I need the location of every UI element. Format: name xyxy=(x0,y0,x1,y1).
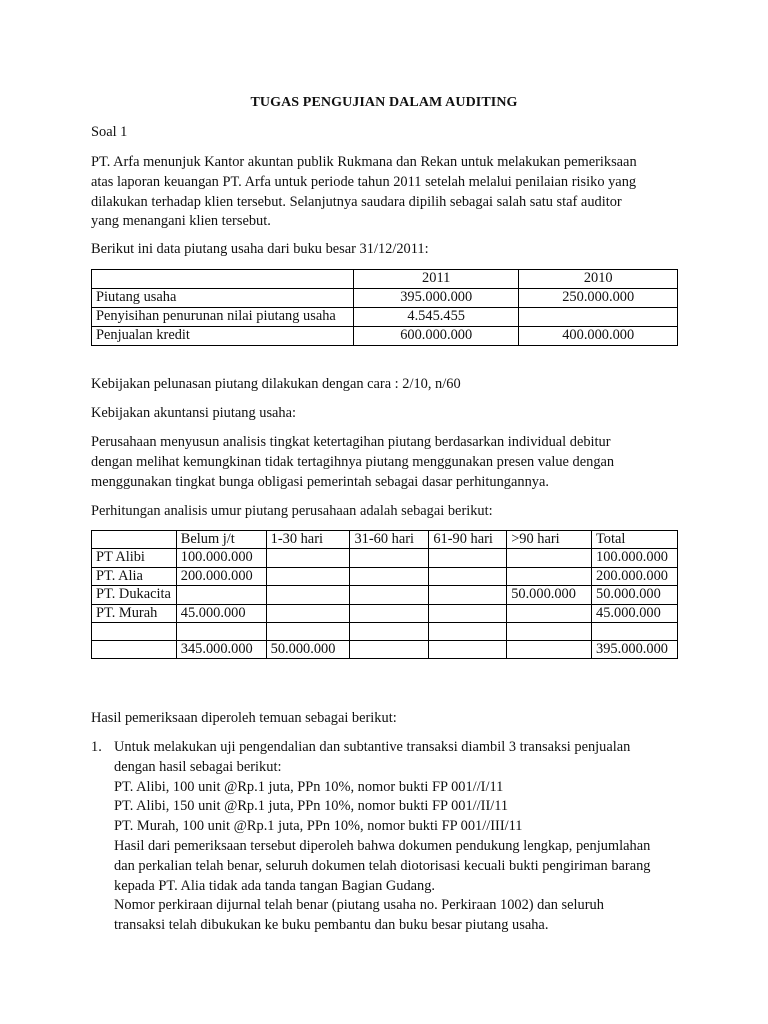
table-cell: 50.000.000 xyxy=(507,586,592,604)
table-cell: 45.000.000 xyxy=(592,604,678,622)
table-header-cell: 2011 xyxy=(353,270,519,289)
table-row xyxy=(92,623,678,641)
table-cell xyxy=(429,549,507,567)
table-cell xyxy=(350,567,429,585)
table-cell xyxy=(92,623,177,641)
finding-line: PT. Murah, 100 unit @Rp.1 juta, PPn 10%, nomor bukti FP 001//III/11 xyxy=(114,818,523,835)
table-cell: PT. Murah xyxy=(92,604,177,622)
table-cell: Penjualan kredit xyxy=(92,327,354,346)
finding-line: transaksi telah dibukukan ke buku pembantu dan buku besar piutang usaha. xyxy=(114,917,549,934)
finding-line: Hasil dari pemeriksaan tersebut diperoleh bahwa dokumen pendukung lengkap, penjumlahan xyxy=(114,837,651,854)
analisis-paragraph xyxy=(91,433,691,492)
table-cell: PT. Alia xyxy=(92,567,177,585)
table-cell: 395.000.000 xyxy=(353,289,519,308)
table-cell: PT Alibi xyxy=(92,549,177,567)
document-title: TUGAS PENGUJIAN DALAM AUDITING xyxy=(250,95,518,110)
table-cell: 45.000.000 xyxy=(176,604,266,622)
table-cell xyxy=(507,623,592,641)
table-header-cell xyxy=(92,270,354,289)
table-cell xyxy=(266,604,350,622)
finding-line: Untuk melakukan uji pengendalian dan subtantive transaksi diambil 3 transaksi penjualan xyxy=(114,739,631,755)
piutang-table xyxy=(91,269,678,346)
table-cell xyxy=(92,641,177,659)
table-row xyxy=(92,549,678,567)
analisis-line: dengan melihat kemungkinan tidak tertagihnya piutang menggunakan presen value dengan xyxy=(91,453,615,470)
table-cell: Piutang usaha xyxy=(92,289,354,308)
table-cell: 400.000.000 xyxy=(519,327,678,346)
table-cell: 200.000.000 xyxy=(592,567,678,585)
intro-paragraph xyxy=(91,153,691,232)
finding-line: PT. Alibi, 100 unit @Rp.1 juta, PPn 10%, nomor bukti FP 001//I/11 xyxy=(114,778,504,795)
table-cell: 345.000.000 xyxy=(176,641,266,659)
analisis-line: menggunakan tingkat bunga obligasi pemerintah sebagai dasar perhitungannya. xyxy=(91,473,549,490)
intro-line: PT. Arfa menunjuk Kantor akuntan publik Rukmana dan Rekan untuk melakukan pemeriksaan xyxy=(91,154,637,170)
table-cell: 600.000.000 xyxy=(353,327,519,346)
intro-line: atas laporan keuangan PT. Arfa untuk periode tahun 2011 setelah melalui penilaian risiko yang xyxy=(91,173,637,190)
table-header-cell: 1-30 hari xyxy=(266,531,350,549)
table-cell: 250.000.000 xyxy=(519,289,678,308)
table-header-cell: >90 hari xyxy=(507,531,592,549)
finding-number: 1. xyxy=(91,739,102,755)
finding-body xyxy=(114,738,651,936)
table-cell: 50.000.000 xyxy=(592,586,678,604)
table-row xyxy=(92,567,678,585)
table-header-cell: 61-90 hari xyxy=(429,531,507,549)
table-cell: 100.000.000 xyxy=(176,549,266,567)
table-cell: 100.000.000 xyxy=(592,549,678,567)
table-row xyxy=(92,641,678,659)
table-cell xyxy=(350,623,429,641)
table-header-cell: Belum j/t xyxy=(176,531,266,549)
perhitungan-text: Perhitungan analisis umur piutang perusahaan adalah sebagai berikut: xyxy=(91,503,493,519)
finding-line: dan perkalian telah benar, seluruh dokumen telah diotorisasi kecuali bukti pengiriman barang xyxy=(114,857,651,874)
table-cell xyxy=(350,604,429,622)
table-cell xyxy=(176,623,266,641)
kebijakan-pelunasan: Kebijakan pelunasan piutang dilakukan dengan cara : 2/10, n/60 xyxy=(91,376,461,392)
table-cell xyxy=(429,604,507,622)
table-header-cell: Total xyxy=(592,531,678,549)
table-cell xyxy=(519,308,678,327)
finding-line: kepada PT. Alia tidak ada tanda tangan Bagian Gudang. xyxy=(114,877,436,894)
hasil-intro: Hasil pemeriksaan diperoleh temuan sebagai berikut: xyxy=(91,710,397,726)
table-row xyxy=(92,586,678,604)
table-cell xyxy=(507,567,592,585)
table-cell xyxy=(507,549,592,567)
table-header-row xyxy=(92,531,678,549)
table-cell: 50.000.000 xyxy=(266,641,350,659)
table-header-cell xyxy=(92,531,177,549)
kebijakan-akuntansi: Kebijakan akuntansi piutang usaha: xyxy=(91,405,297,421)
table-cell xyxy=(429,641,507,659)
table-cell xyxy=(266,586,350,604)
aging-table xyxy=(91,530,678,659)
table-cell: 4.545.455 xyxy=(353,308,519,327)
table-header-cell: 31-60 hari xyxy=(350,531,429,549)
table-cell: 200.000.000 xyxy=(176,567,266,585)
table-cell xyxy=(429,567,507,585)
analisis-line: Perusahaan menyusun analisis tingkat ketertagihan piutang berdasarkan individual debitur xyxy=(91,434,611,450)
table-row xyxy=(92,327,678,346)
table-cell xyxy=(429,623,507,641)
table-cell xyxy=(507,604,592,622)
table-cell xyxy=(266,623,350,641)
table-cell xyxy=(350,586,429,604)
table-row xyxy=(92,604,678,622)
table-cell xyxy=(429,586,507,604)
table-cell xyxy=(266,567,350,585)
intro-line: yang menangani klien tersebut. xyxy=(91,213,271,230)
finding-line: PT. Alibi, 150 unit @Rp.1 juta, PPn 10%, nomor bukti FP 001//II/11 xyxy=(114,798,509,815)
table-cell: PT. Dukacita xyxy=(92,586,177,604)
table-cell xyxy=(350,549,429,567)
intro-line: dilakukan terhadap klien tersebut. Selanjutnya saudara dipilih sebagai salah satu staf auditor xyxy=(91,193,622,210)
table-cell xyxy=(266,549,350,567)
data-intro: Berikut ini data piutang usaha dari buku besar 31/12/2011: xyxy=(91,241,429,257)
finding-line: Nomor perkiraan dijurnal telah benar (piutang usaha no. Perkiraan 1002) dan seluruh xyxy=(114,897,604,914)
table-cell xyxy=(176,586,266,604)
soal-label: Soal 1 xyxy=(91,124,128,140)
finding-line: dengan hasil sebagai berikut: xyxy=(114,758,282,775)
table-cell: 395.000.000 xyxy=(592,641,678,659)
table-cell xyxy=(592,623,678,641)
table-cell: Penyisihan penurunan nilai piutang usaha xyxy=(92,308,354,327)
table-cell xyxy=(350,641,429,659)
table-header-cell: 2010 xyxy=(519,270,678,289)
table-header-row xyxy=(92,270,678,289)
table-row xyxy=(92,308,678,327)
table-row xyxy=(92,289,678,308)
table-cell xyxy=(507,641,592,659)
